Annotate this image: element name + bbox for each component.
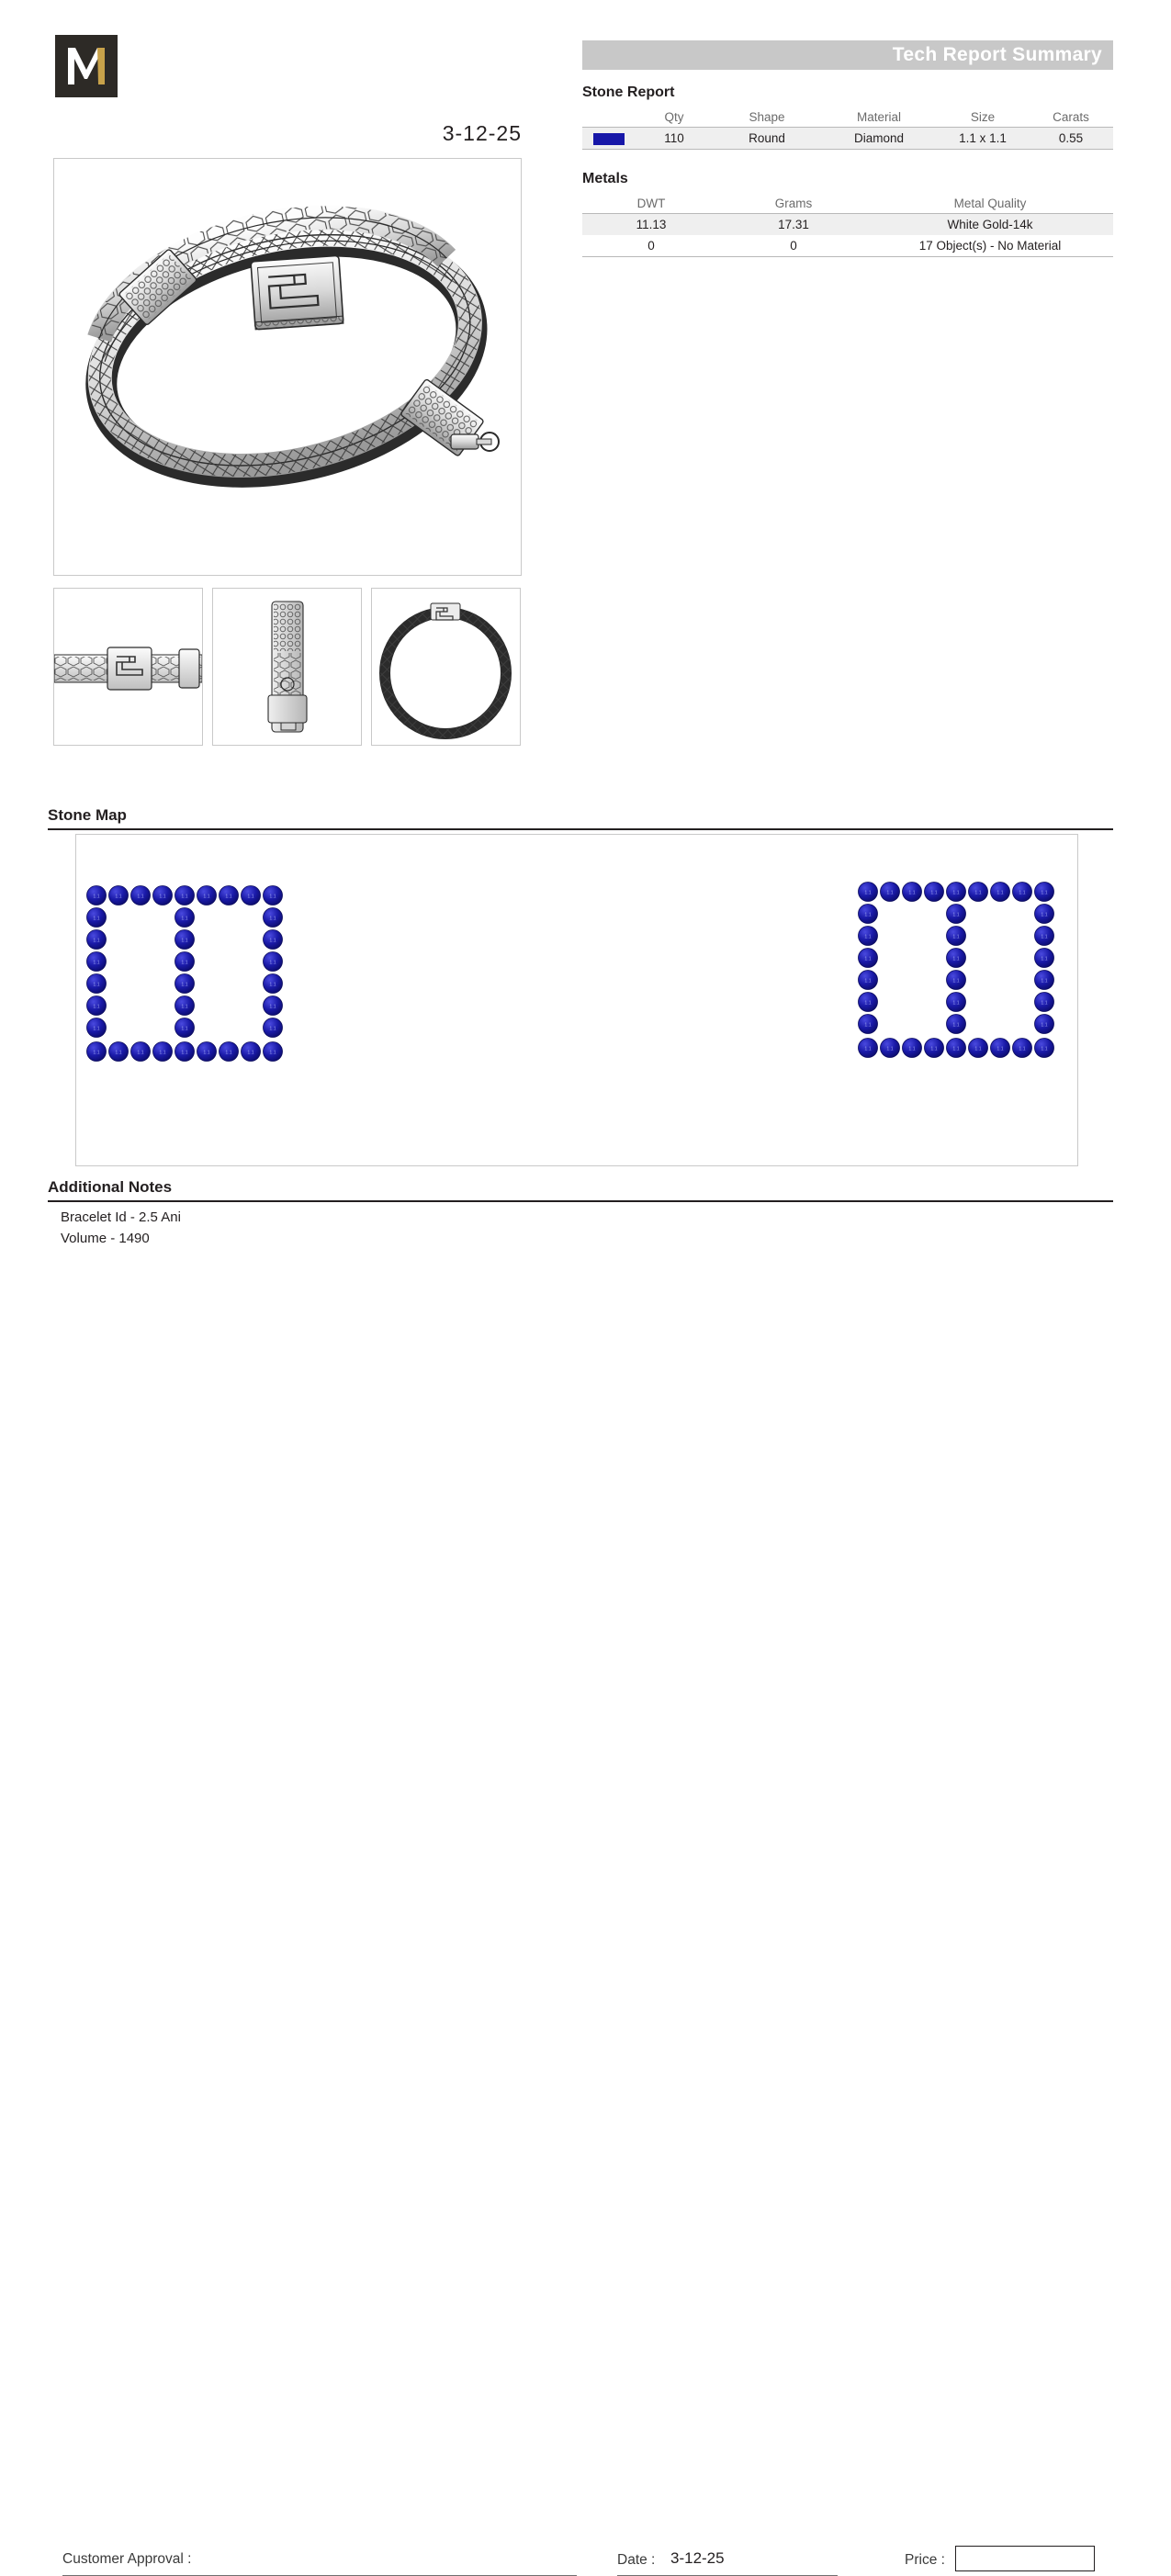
- col-carats: Carats: [1029, 108, 1113, 128]
- stone-bead-label: 1.1: [864, 1000, 872, 1007]
- cell-carats: 0.55: [1029, 128, 1113, 150]
- stone-bead-label: 1.1: [1041, 934, 1048, 940]
- letter-m-logo-icon: [62, 42, 110, 90]
- stone-bead-label: 1.1: [181, 1026, 188, 1032]
- bracelet-render-svg: [54, 159, 521, 575]
- stone-bead-label: 1.1: [203, 1050, 210, 1056]
- stone-bead-label: 1.1: [864, 956, 872, 962]
- stone-report-title: Stone Report: [582, 84, 675, 100]
- stone-bead-label: 1.1: [1041, 890, 1048, 896]
- thumb-full-bangle[interactable]: [371, 588, 521, 746]
- stone-bead-label: 1.1: [93, 1026, 100, 1032]
- stone-bead-label: 1.1: [93, 982, 100, 988]
- stone-bead-label: 1.1: [952, 1022, 960, 1029]
- stone-bead-label: 1.1: [1041, 1000, 1048, 1007]
- stone-bead-label: 1.1: [952, 890, 960, 896]
- stone-bead-label: 1.1: [952, 978, 960, 984]
- stone-bead-label: 1.1: [115, 1050, 122, 1056]
- date-value: 3-12-25: [670, 2549, 725, 2567]
- stone-bead-label: 1.1: [269, 1004, 276, 1010]
- price-input[interactable]: [955, 2546, 1095, 2571]
- cell-quality: White Gold-14k: [867, 214, 1113, 236]
- cell-dwt: 11.13: [582, 214, 720, 236]
- thumb-full-bangle-svg: [372, 589, 520, 745]
- stone-bead-label: 1.1: [137, 894, 144, 900]
- stone-bead-label: 1.1: [181, 982, 188, 988]
- stone-bead-label: 1.1: [181, 1050, 188, 1056]
- table-row: [582, 235, 1113, 257]
- table-row: [582, 128, 1113, 150]
- stone-bead-label: 1.1: [952, 912, 960, 918]
- thumb-side-view[interactable]: [212, 588, 362, 746]
- stone-bead-label: 1.1: [269, 916, 276, 922]
- stone-bead-label: 1.1: [181, 938, 188, 944]
- stone-bead-label: 1.1: [952, 1000, 960, 1007]
- stone-bead-label: 1.1: [1041, 956, 1048, 962]
- cell-grams: 0: [720, 235, 867, 257]
- table-header-row: [582, 108, 1113, 128]
- stone-color-swatch-cell: [582, 128, 636, 150]
- note-line-2: Volume - 1490: [61, 1231, 150, 1246]
- stone-bead-label: 1.1: [864, 978, 872, 984]
- thumb-clasp-detail-svg: [54, 589, 202, 745]
- stone-bead-label: 1.1: [886, 890, 894, 896]
- additional-notes-title: Additional Notes: [48, 1178, 173, 1196]
- stone-bead-label: 1.1: [864, 890, 872, 896]
- stone-bead-label: 1.1: [864, 1022, 872, 1029]
- stone-bead-label: 1.1: [930, 890, 938, 896]
- stone-bead-label: 1.1: [1019, 890, 1026, 896]
- stone-bead-label: 1.1: [181, 960, 188, 966]
- col-grams: Grams: [720, 195, 867, 214]
- note-line-1: Bracelet Id - 2.5 Ani: [61, 1209, 181, 1225]
- stone-map-svg: [76, 835, 1077, 1165]
- stone-bead-label: 1.1: [225, 1050, 232, 1056]
- stone-bead-label: 1.1: [269, 894, 276, 900]
- stone-bead-label: 1.1: [952, 956, 960, 962]
- metals-title: Metals: [582, 171, 628, 186]
- cell-size: 1.1 x 1.1: [937, 128, 1029, 150]
- stone-bead-label: 1.1: [864, 934, 872, 940]
- stone-bead-label: 1.1: [269, 1026, 276, 1032]
- cell-material: Diamond: [821, 128, 937, 150]
- thumbnail-strip: [53, 588, 522, 746]
- stone-bead-label: 1.1: [137, 1050, 144, 1056]
- stone-bead-label: 1.1: [225, 894, 232, 900]
- stone-bead-label: 1.1: [269, 938, 276, 944]
- additional-notes-body: [61, 1207, 181, 1249]
- metals-table: [582, 195, 1113, 257]
- stone-bead-label: 1.1: [864, 912, 872, 918]
- cell-shape: Round: [713, 128, 821, 150]
- stone-bead-label: 1.1: [159, 1050, 166, 1056]
- col-shape: Shape: [713, 108, 821, 128]
- col-size: Size: [937, 108, 1029, 128]
- stone-bead-label: 1.1: [93, 916, 100, 922]
- col-material: Material: [821, 108, 937, 128]
- stone-bead-label: 1.1: [269, 960, 276, 966]
- cell-dwt: 0: [582, 235, 720, 257]
- date-label: Date :: [617, 2552, 656, 2568]
- table-row: [582, 214, 1113, 236]
- stone-bead-label: 1.1: [1041, 912, 1048, 918]
- stone-bead-label: 1.1: [247, 1050, 254, 1056]
- cell-grams: 17.31: [720, 214, 867, 236]
- stone-map-title: Stone Map: [48, 806, 127, 824]
- company-logo: [55, 35, 118, 97]
- stone-bead-label: 1.1: [908, 890, 916, 896]
- stone-bead-label: 1.1: [203, 894, 210, 900]
- stone-map-image: [75, 834, 1078, 1166]
- col-dwt: DWT: [582, 195, 720, 214]
- stone-color-swatch: [593, 133, 625, 145]
- stone-bead-label: 1.1: [864, 1046, 872, 1052]
- stone-report-table: [582, 108, 1113, 150]
- cell-qty: 110: [636, 128, 713, 150]
- stone-bead-label: 1.1: [974, 1046, 982, 1052]
- stone-bead-label: 1.1: [952, 934, 960, 940]
- tech-report-header: Tech Report Summary: [582, 40, 1113, 70]
- cell-quality: 17 Object(s) - No Material: [867, 235, 1113, 257]
- stone-bead-label: 1.1: [93, 894, 100, 900]
- stone-bead-label: 1.1: [886, 1046, 894, 1052]
- stone-map-divider: [48, 828, 1113, 830]
- stone-bead-label: 1.1: [269, 1050, 276, 1056]
- stone-bead-label: 1.1: [1019, 1046, 1026, 1052]
- col-swatch: [582, 108, 636, 128]
- stone-bead-label: 1.1: [181, 916, 188, 922]
- stone-bead-label: 1.1: [1041, 978, 1048, 984]
- stone-bead-label: 1.1: [93, 1004, 100, 1010]
- customer-approval-label: Customer Approval :: [62, 2551, 192, 2567]
- col-metal-quality: Metal Quality: [867, 195, 1113, 214]
- stone-bead-label: 1.1: [93, 1050, 100, 1056]
- table-header-row: [582, 195, 1113, 214]
- stone-bead-label: 1.1: [930, 1046, 938, 1052]
- stone-bead-label: 1.1: [181, 894, 188, 900]
- stone-bead-label: 1.1: [908, 1046, 916, 1052]
- stone-bead-label: 1.1: [115, 894, 122, 900]
- stone-bead-label: 1.1: [93, 960, 100, 966]
- design-date: 3-12-25: [442, 121, 522, 145]
- stone-bead-label: 1.1: [1041, 1022, 1048, 1029]
- col-qty: Qty: [636, 108, 713, 128]
- stone-bead-label: 1.1: [269, 982, 276, 988]
- stone-bead-label: 1.1: [181, 1004, 188, 1010]
- thumb-side-view-svg: [213, 589, 361, 745]
- additional-notes-divider: [48, 1200, 1113, 1202]
- main-render-image: [53, 158, 522, 576]
- stone-bead-label: 1.1: [159, 894, 166, 900]
- stone-bead-label: 1.1: [952, 1046, 960, 1052]
- stone-bead-label: 1.1: [247, 894, 254, 900]
- stone-bead-label: 1.1: [996, 1046, 1004, 1052]
- stone-bead-label: 1.1: [996, 890, 1004, 896]
- stone-bead-label: 1.1: [974, 890, 982, 896]
- footer: [0, 1267, 1171, 2568]
- stone-bead-label: 1.1: [1041, 1046, 1048, 1052]
- stone-bead-label: 1.1: [93, 938, 100, 944]
- thumb-clasp-detail[interactable]: [53, 588, 203, 746]
- price-label: Price :: [905, 2552, 945, 2568]
